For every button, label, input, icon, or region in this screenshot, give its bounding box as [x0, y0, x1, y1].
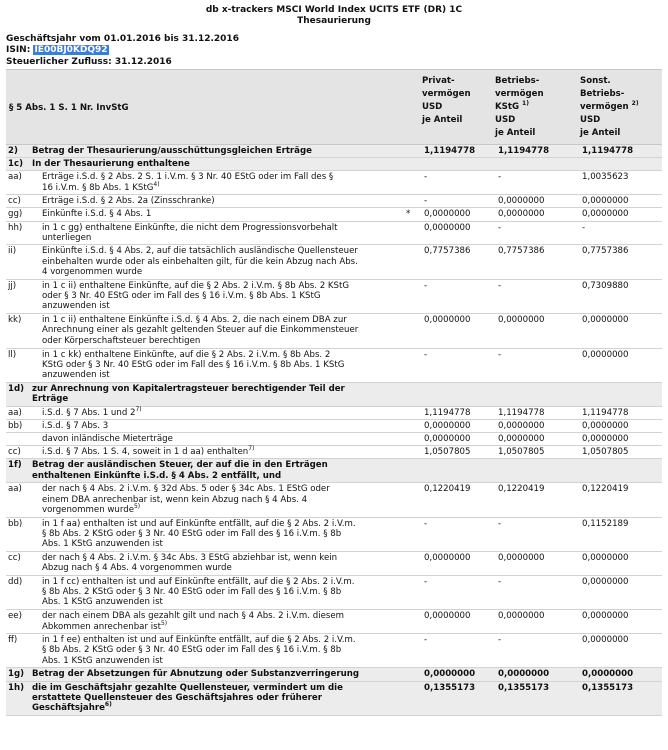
row-description: in 1 f cc) enthalten ist und auf Einkünfte entfällt, auf die § 2 Abs. 2 i.V.m. § 8b Abs. 2 KStG oder § 3 Nr. 40 EStG oder im Fall des § 16 i.V.m. § 8b Abs. 1 KStG anzuwenden ist [42, 576, 355, 608]
value-private: 0,0000000 [424, 222, 471, 233]
tax-inflow: Steuerlicher Zufluss: 31.12.2016 [6, 56, 172, 67]
value-private: 1,0507805 [424, 447, 471, 458]
value-other: 0,0000000 [582, 635, 629, 646]
table-row [6, 208, 662, 221]
row-code: 2) [8, 146, 18, 156]
value-other: 0,7309880 [582, 280, 629, 291]
value-business: - [498, 280, 502, 291]
value-business: - [498, 172, 502, 183]
table-row [6, 407, 662, 420]
value-private: 0,0000000 [424, 434, 471, 445]
footnote-ref: 7) [248, 445, 255, 453]
value-other: 0,0000000 [582, 315, 629, 326]
row-code: ll) [8, 349, 17, 360]
table-row [6, 433, 662, 446]
value-business: - [498, 518, 502, 529]
table-row [6, 446, 662, 459]
table-row [6, 195, 662, 208]
table-row [6, 518, 662, 552]
row-description: die im Geschäftsjahr gezahlte Quellensteuer, vermindert um die erstattete Quellensteuer des Geschäftsjahres oder früherer Geschäftsjahre$^{6)}$ [32, 682, 343, 714]
value-business: 1,1194778 [498, 146, 550, 156]
row-code: 1d) [8, 383, 25, 394]
row-description: davon inländische Mieterträge [42, 434, 173, 445]
table-row [6, 552, 662, 576]
table-row [6, 349, 662, 383]
legal-reference: § 5 Abs. 1 S. 1 Nr. InvStG [9, 103, 129, 113]
value-other: 0,0000000 [582, 209, 629, 220]
value-private: 0,0000000 [424, 669, 476, 680]
value-private: - [424, 196, 428, 207]
value-private: - [424, 280, 428, 291]
table-row [6, 145, 662, 158]
row-description: Einkünfte i.S.d. § 4 Abs. 1 [42, 209, 152, 220]
document-title [0, 0, 668, 28]
footnote-ref: 5) [133, 503, 141, 511]
value-business: - [498, 349, 502, 360]
value-other: 0,1152189 [582, 518, 629, 529]
row-description: i.S.d. § 7 Abs. 1 und 2$^{7)}$ [42, 405, 142, 418]
value-business: 0,0000000 [498, 196, 545, 207]
value-business: 0,0000000 [498, 209, 545, 220]
row-code: ii) [8, 246, 17, 257]
table-row [6, 668, 662, 681]
row-description: der nach § 4 Abs. 2 i.V.m. § 34c Abs. 3 EStG abziehbar ist, wenn kein Abzug nach § 4 Abs. 4 vorgenommen wurde [42, 553, 338, 574]
row-marker: * [406, 209, 411, 220]
table-row [6, 280, 662, 314]
row-description: Erträge i.S.d. § 2 Abs. 2 S. 1 i.V.m. § 3 Nr. 40 EStG oder im Fall des § 16 i.V.m. § 8b Abs. 1 KStG$^{4)}$ [42, 172, 334, 193]
value-other: 0,0000000 [582, 196, 629, 207]
value-private: - [424, 518, 428, 529]
value-other: 0,0000000 [582, 420, 629, 431]
value-private: 0,7757386 [424, 246, 471, 257]
table-row [6, 222, 662, 246]
isin-line [6, 45, 239, 56]
row-description: zur Anrechnung von Kapitalertragsteuer berechtigender Teil der Erträge [32, 383, 345, 405]
row-code: ee) [8, 611, 22, 622]
row-code: bb) [8, 518, 23, 529]
tax-table [6, 69, 662, 716]
value-other: 0,0000000 [582, 611, 629, 622]
row-code: jj) [8, 280, 17, 291]
table-row [6, 682, 662, 716]
isin-label: ISIN: [6, 45, 31, 56]
value-private: 0,0000000 [424, 420, 471, 431]
header-business-assets-kstg: Betriebs- vermögen KStG $^{1)}$ USD je Anteil [495, 76, 544, 138]
table-row [6, 420, 662, 433]
row-code: bb) [8, 420, 23, 431]
value-business: 0,0000000 [498, 434, 545, 445]
row-code: cc) [8, 196, 21, 207]
row-description: Einkünfte i.S.d. § 4 Abs. 2, auf die tatsächlich ausländische Quellensteuer einbehalten wurde oder als einbehalten gilt, für die kein Abzug nach Abs. 4 vorgenommen wurde [42, 246, 358, 277]
value-other: 0,0000000 [582, 553, 629, 564]
table-header [6, 69, 662, 145]
row-description: in 1 c ii) enthaltene Einkünfte, auf die § 2 Abs. 2 i.V.m. § 8b Abs. 2 KStG oder § 3 Nr. 40 EStG oder im Fall des § 16 i.V.m. § 8b Abs. 1 KStG anzuwenden ist [42, 280, 350, 312]
row-code: hh) [8, 222, 23, 233]
table-row [6, 459, 662, 483]
row-code: dd) [8, 576, 23, 587]
value-business: 1,1194778 [498, 407, 545, 418]
header-other-business-assets: Sonst. Betriebs- vermögen $^{2)}$ USD je Anteil [580, 76, 639, 138]
table-row [6, 383, 662, 407]
value-business: 0,0000000 [498, 669, 550, 680]
row-description: Erträge i.S.d. § 2 Abs. 2a (Zinsschranke) [42, 196, 215, 207]
table-row [6, 158, 662, 171]
value-private: 0,0000000 [424, 553, 471, 564]
row-description: der nach § 4 Abs. 2 i.V.m. § 32d Abs. 5 oder § 34c Abs. 1 EStG oder einem DBA anrechenbar ist, wenn kein Abzug nach § 4 Abs. 4 vorgenommen wurde$^{5)}$ [42, 484, 330, 515]
row-code: aa) [8, 484, 22, 495]
row-description: in 1 c gg) enthaltene Einkünfte, die nicht dem Progressionsvorbehalt unterliegen [42, 222, 338, 243]
table-row [6, 483, 662, 517]
footnote-ref: 7) [135, 405, 142, 413]
row-description: in 1 f aa) enthalten ist und auf Einkünfte entfällt, auf die § 2 Abs. 2 i.V.m. § 8b Abs. 2 KStG oder § 3 Nr. 40 EStG oder im Fall des § 16 i.V.m. § 8b Abs. 1 KStG anzuwenden ist [42, 518, 356, 550]
table-row [6, 245, 662, 279]
row-description: In der Thesaurierung enthaltene [32, 159, 190, 170]
value-private: 1,1194778 [424, 407, 471, 418]
value-business: 0,7757386 [498, 246, 545, 257]
value-other: 0,0000000 [582, 576, 629, 587]
value-business: 0,0000000 [498, 420, 545, 431]
value-private: - [424, 349, 428, 360]
value-private: 0,0000000 [424, 209, 471, 220]
row-code: cc) [8, 553, 21, 564]
table-row [6, 576, 662, 610]
value-business: 1,0507805 [498, 447, 545, 458]
value-other: 0,7757386 [582, 246, 629, 257]
row-code: 1g) [8, 669, 25, 680]
value-business: - [498, 635, 502, 646]
footnote-ref: 4) [153, 180, 160, 188]
row-description: Betrag der Absetzungen für Abnutzung oder Substanzverringerung [32, 669, 359, 680]
footnote-ref: 5) [160, 619, 168, 627]
value-private: 0,1355173 [424, 682, 476, 693]
fund-name: db x-trackers MSCI World Index UCITS ETF (DR) 1C [205, 5, 463, 15]
row-description: in 1 f ee) enthalten ist und auf Einkünfte entfällt, auf die § 2 Abs. 2 i.V.m. § 8b Abs. 2 KStG oder § 3 Nr. 40 EStG oder im Fall des § 16 i.V.m. § 8b Abs. 1 KStG anzuwenden ist [42, 635, 356, 666]
value-private: - [424, 172, 428, 183]
row-description: in 1 c kk) enthaltene Einkünfte, auf die § 2 Abs. 2 i.V.m. § 8b Abs. 2 KStG oder § 3 Nr. 40 EStG oder im Fall des § 16 i.V.m. § 8b Abs. 1 KStG anzuwenden ist [42, 349, 345, 381]
row-description: i.S.d. § 7 Abs. 1 S. 4, soweit in 1 d aa) enthalten$^{7)}$ [42, 445, 255, 458]
fund-class: Thesaurierung [297, 16, 371, 27]
value-other: 1,0035623 [582, 172, 629, 183]
value-business: 0,0000000 [498, 611, 545, 622]
table-row [6, 634, 662, 668]
row-description: der nach einem DBA als gezahlt gilt und nach § 4 Abs. 2 i.V.m. diesem Abkommen anrechenbar ist$^{5)}$ [42, 611, 345, 632]
isin-value[interactable]: IE00BJ0KDQ92 [34, 45, 108, 56]
header-private-assets: Privat- vermögen USD je Anteil [422, 76, 471, 125]
value-other: 1,1194778 [582, 407, 629, 418]
value-other: 0,0000000 [582, 669, 634, 680]
value-other: 0,0000000 [582, 349, 629, 360]
row-code: kk) [8, 315, 22, 326]
table-row [6, 171, 662, 195]
row-code: 1h) [8, 682, 25, 693]
value-private: 0,1220419 [424, 484, 471, 495]
value-other: 0,1355173 [582, 682, 634, 693]
table-body [6, 145, 662, 716]
row-code: 1c) [8, 159, 24, 170]
value-private: - [424, 576, 428, 587]
value-business: 0,1355173 [498, 682, 550, 693]
row-code: cc) [8, 447, 21, 458]
value-business: - [498, 222, 502, 233]
value-private: - [424, 635, 428, 646]
row-code: aa) [8, 172, 22, 183]
row-description: i.S.d. § 7 Abs. 3 [42, 420, 109, 431]
row-description: Betrag der Thesaurierung/ausschüttungsgleichen Erträge [32, 146, 312, 156]
value-business: - [498, 576, 502, 587]
fiscal-year: Geschäftsjahr vom 01.01.2016 bis 31.12.2016 [6, 34, 239, 44]
value-business: 0,0000000 [498, 553, 545, 564]
row-code: ff) [8, 635, 18, 646]
value-private: 0,0000000 [424, 611, 471, 622]
row-code: gg) [8, 209, 23, 220]
value-other: 0,0000000 [582, 434, 629, 445]
value-other: 1,1194778 [582, 146, 634, 156]
row-description: in 1 c ii) enthaltene Einkünfte i.S.d. § 4 Abs. 2, die nach einem DBA zur Anrechnung einer als gezahlt geltenden Steuer auf die Einkommensteuer oder Körperschaftsteuer berechtigen [42, 315, 359, 346]
table-row [6, 314, 662, 348]
row-description: Betrag der ausländischen Steuer, der auf die in den Erträgen enthaltenen Einkünfte i.S.d. § 4 Abs. 2 entfällt, und [32, 460, 328, 481]
value-other: 0,1220419 [582, 484, 629, 495]
table-row [6, 610, 662, 634]
value-business: 0,1220419 [498, 484, 545, 495]
value-business: 0,0000000 [498, 315, 545, 326]
value-other: 1,0507805 [582, 447, 629, 458]
footnote-ref: 6) [104, 701, 112, 709]
row-code: aa) [8, 407, 22, 418]
fund-meta [6, 34, 239, 68]
row-code: 1f) [8, 460, 22, 471]
value-private: 1,1194778 [424, 146, 476, 156]
value-other: - [582, 222, 586, 233]
value-private: 0,0000000 [424, 315, 471, 326]
